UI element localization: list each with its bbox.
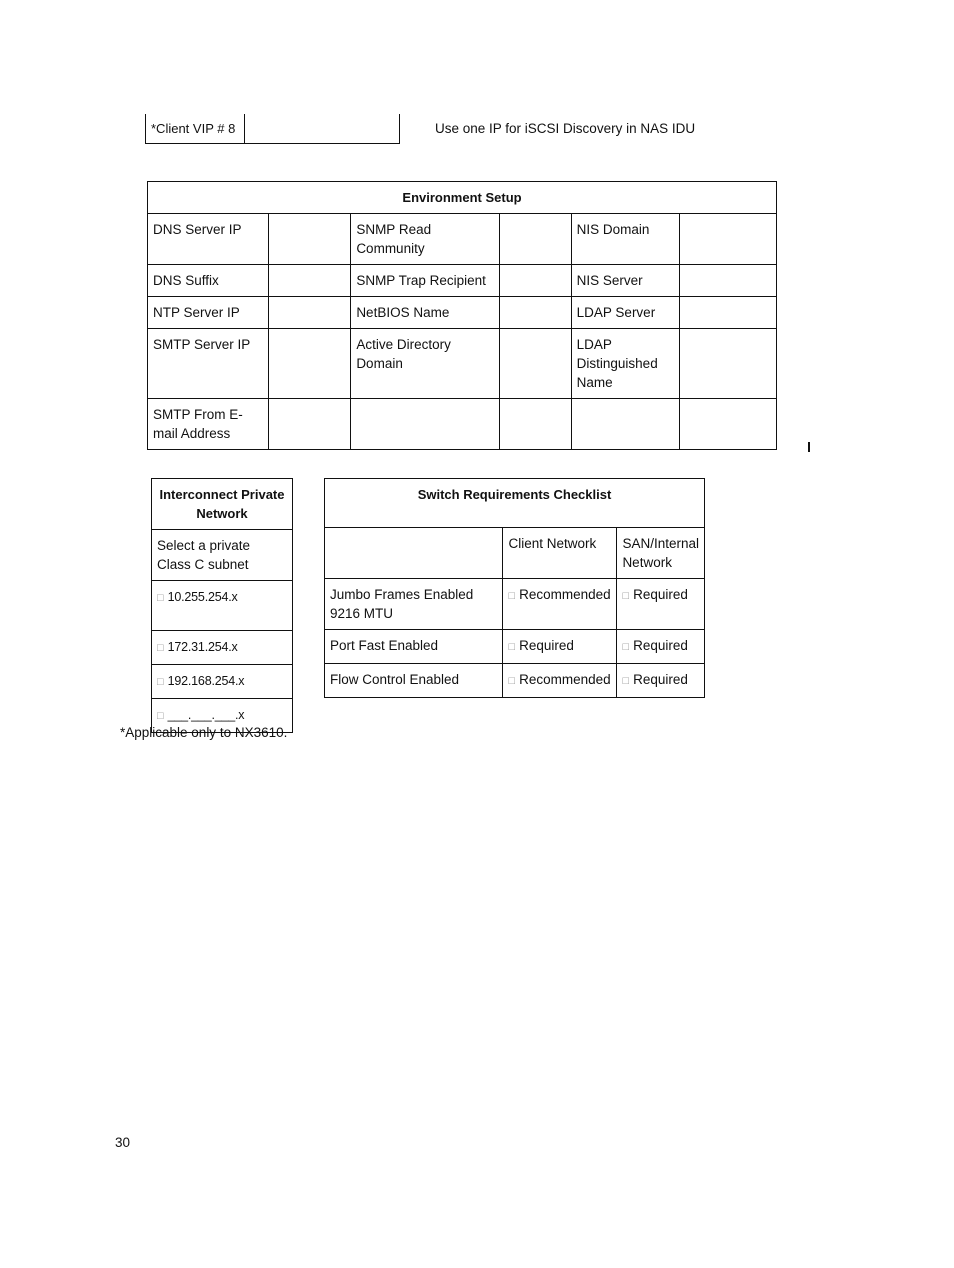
env-value[interactable]	[679, 399, 776, 450]
environment-setup-title: Environment Setup	[148, 182, 777, 214]
env-value[interactable]	[499, 214, 571, 265]
checkbox-icon[interactable]: □	[157, 642, 164, 654]
ipn-option[interactable]: □ ___.___.___.x	[152, 699, 293, 733]
switch-title: Switch Requirements Checklist	[325, 479, 705, 528]
client-vip-label: *Client VIP # 8	[146, 114, 245, 144]
env-value[interactable]	[499, 399, 571, 450]
env-label: DNS Server IP	[148, 214, 269, 265]
checkbox-icon[interactable]: □	[157, 592, 164, 604]
env-label: NIS Domain	[571, 214, 679, 265]
env-value[interactable]	[269, 399, 351, 450]
env-value[interactable]	[679, 214, 776, 265]
env-value[interactable]	[269, 329, 351, 399]
env-label: SMTP Server IP	[148, 329, 269, 399]
env-label: SMTP From E-mail Address	[148, 399, 269, 450]
checkbox-icon[interactable]: □	[157, 710, 164, 722]
switch-option[interactable]: □ Required	[617, 579, 705, 630]
ipn-option[interactable]: □ 192.168.254.x	[152, 665, 293, 699]
env-value[interactable]	[499, 297, 571, 329]
checkbox-icon[interactable]: □	[622, 641, 630, 653]
env-value[interactable]	[679, 297, 776, 329]
checkbox-icon[interactable]: □	[622, 675, 630, 687]
checkbox-icon[interactable]: □	[622, 590, 630, 602]
client-vip-value[interactable]	[245, 114, 400, 144]
switch-header	[325, 528, 503, 579]
env-label	[571, 399, 679, 450]
env-value[interactable]	[269, 265, 351, 297]
client-vip-table	[145, 114, 400, 144]
switch-option[interactable]: □ Required	[617, 664, 705, 698]
switch-requirements-table	[324, 478, 705, 698]
env-label: LDAP Distinguished Name	[571, 329, 679, 399]
ipn-option[interactable]: □ 172.31.254.x	[152, 631, 293, 665]
env-value[interactable]	[499, 329, 571, 399]
env-value[interactable]	[269, 297, 351, 329]
checkbox-icon[interactable]: □	[508, 590, 516, 602]
ipn-subtitle: Select a private Class C subnet	[152, 530, 293, 581]
switch-feature: Port Fast Enabled	[325, 630, 503, 664]
env-label: DNS Suffix	[148, 265, 269, 297]
switch-option[interactable]: □ Required	[617, 630, 705, 664]
switch-feature: Jumbo Frames Enabled 9216 MTU	[325, 579, 503, 630]
interconnect-private-network-table	[151, 478, 293, 733]
env-label	[351, 399, 499, 450]
env-label: NTP Server IP	[148, 297, 269, 329]
env-label: NIS Server	[571, 265, 679, 297]
env-label: LDAP Server	[571, 297, 679, 329]
switch-option[interactable]: □ Recommended	[503, 579, 617, 630]
checkbox-icon[interactable]: □	[508, 675, 516, 687]
ipn-title: Interconnect Private Network	[152, 479, 293, 530]
checkbox-icon[interactable]: □	[157, 676, 164, 688]
switch-option[interactable]: □ Required	[503, 630, 617, 664]
env-value[interactable]	[679, 265, 776, 297]
env-label: SNMP Read Community	[351, 214, 499, 265]
switch-feature: Flow Control Enabled	[325, 664, 503, 698]
env-value[interactable]	[499, 265, 571, 297]
page-number: 30	[115, 1135, 131, 1150]
switch-option[interactable]: □ Recommended	[503, 664, 617, 698]
environment-setup-table	[147, 181, 777, 450]
switch-header: Client Network	[503, 528, 617, 579]
client-vip-note: Use one IP for iSCSI Discovery in NAS IDU	[435, 121, 696, 136]
checkbox-icon[interactable]: □	[508, 641, 516, 653]
switch-header: SAN/Internal Network	[617, 528, 705, 579]
env-value[interactable]	[269, 214, 351, 265]
env-label: SNMP Trap Recipient	[351, 265, 499, 297]
env-value[interactable]	[679, 329, 776, 399]
margin-change-bar	[808, 442, 810, 452]
ipn-option[interactable]: □ 10.255.254.x	[152, 581, 293, 631]
env-label: NetBIOS Name	[351, 297, 499, 329]
footnote: *Applicable only to NX3610.	[120, 725, 288, 740]
env-label: Active Directory Domain	[351, 329, 499, 399]
